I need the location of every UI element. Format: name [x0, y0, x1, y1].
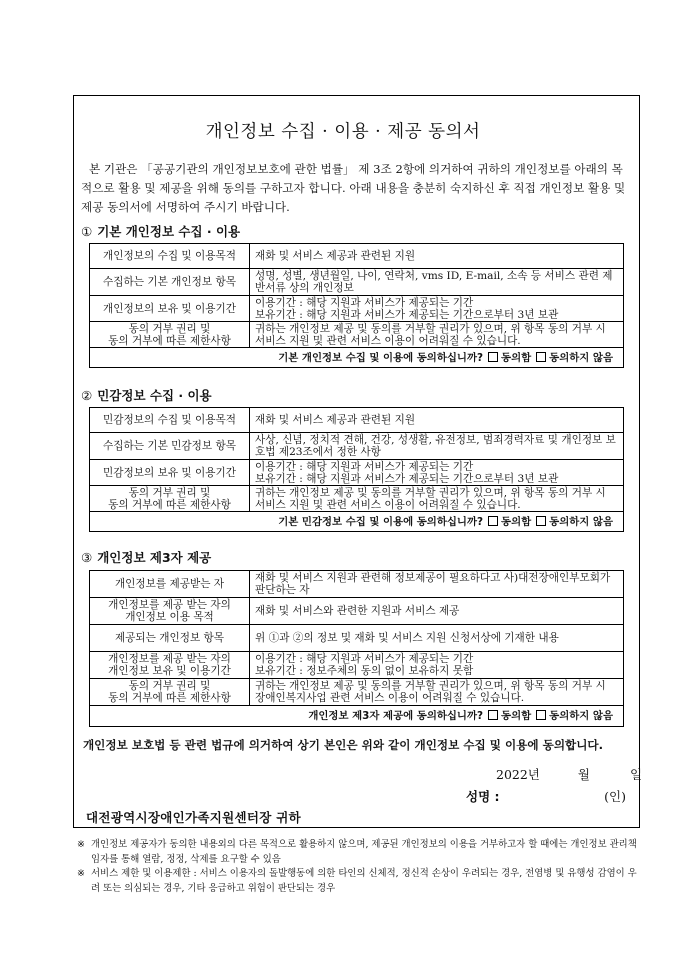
table-row [90, 433, 624, 460]
disagree-label: 동의하지 않음 [549, 710, 613, 722]
section3-number: ③ [81, 550, 93, 565]
table-row [90, 296, 624, 322]
table-row [90, 598, 624, 625]
row-value: 재화 및 서비스 지원과 관련해 정보제공이 필요하다고 사)대전장애인부모회가 판단하는 자 [250, 571, 624, 598]
intro-paragraph: 본 기관은 「공공기관의 개인정보보호에 관한 법률」 제 3조 2항에 의거하여 귀하의 개인정보를 아래의 목적으로 활용 및 제공을 위해 동의를 구하고자 합니다. 아래 내용을 충분히 숙지하신 후 직접 개인정보 활용 및 제공 동의서에 서명하여 주시기 바랍니다. [81, 162, 626, 214]
row-value [250, 296, 624, 322]
row-key: 제공되는 개인정보 항목 [90, 625, 250, 652]
list-item [77, 867, 637, 896]
row-key-line: 개인정보 이용 목적 [125, 611, 214, 623]
section1-number: ① [81, 224, 93, 239]
retention-period: 보유기간 : 해당 지원과 서비스가 제공되는 기간으로부터 3년 보관 [255, 308, 559, 321]
row-value: 사상, 신념, 정치적 견해, 건강, 성생활, 유전정보, 범죄경력자료 및 개인정보 보호법 제23조에서 정한 사항 [250, 433, 624, 460]
row-key-line: 개인정보를 제공 받는 자의 [108, 599, 231, 611]
row-value: 위 ①과 ②의 정보 및 재화 및 서비스 지원 신청서상에 기재한 내용 [250, 625, 624, 652]
row-key: 개인정보를 제공받는 자 [90, 571, 250, 598]
row-key-line: 동의 거부에 따른 제한사항 [108, 334, 231, 347]
seal-mark: (인) [604, 789, 626, 804]
row-value: 재화 및 서비스 제공과 관련된 지원 [250, 244, 624, 269]
usage-period: 이용기간 : 해당 지원과 서비스가 제공되는 기간 [255, 653, 474, 665]
agreement-statement: 개인정보 보호법 등 관련 법규에 의거하여 상기 본인은 위와 같이 개인정보 수집 및 이용에 동의합니다. [82, 738, 604, 752]
row-key [90, 652, 250, 679]
reference-mark-icon: ※ [77, 839, 85, 850]
section2-table [89, 407, 624, 532]
signature-label: 성명 : [466, 789, 500, 804]
row-value: 성명, 성별, 생년월일, 나이, 연락처, vms ID, E-mail, 소속 등 서비스 관련 제반서류 상의 개인정보 [250, 269, 624, 296]
retention-period: 보유기간 : 정보주체의 동의 없이 보유하지 못함 [255, 665, 474, 677]
row-key-line: 개인정보를 제공 받는 자의 [108, 653, 231, 665]
row-value [250, 652, 624, 679]
date-month: 월 [577, 767, 590, 782]
row-key: 수집하는 기본 민감정보 항목 [90, 433, 250, 460]
section2-heading [81, 386, 212, 404]
reference-mark-icon: ※ [77, 868, 85, 879]
signature-line [466, 787, 626, 805]
consent-question: 기본 개인정보 수집 및 이용에 동의하십니까? [278, 351, 484, 364]
disagree-checkbox[interactable] [536, 352, 546, 362]
row-key-line: 개인정보 보유 및 이용기간 [108, 665, 231, 677]
table-row [90, 571, 624, 598]
agree-label: 동의함 [501, 710, 532, 722]
row-key-line: 동의 거부 권리 및 [128, 486, 211, 499]
consent-row [90, 706, 624, 727]
date-day: 일 [629, 767, 643, 782]
consent-question: 기본 민감정보 수집 및 이용에 동의하십니까? [278, 515, 484, 528]
row-key [90, 598, 250, 625]
row-key-line: 동의 거부 권리 및 [128, 680, 211, 692]
row-key: 민감정보의 수집 및 이용목적 [90, 408, 250, 433]
row-key: 개인정보의 보유 및 이용기간 [90, 296, 250, 322]
date-line [496, 765, 642, 783]
usage-period: 이용기간 : 해당 지원과 서비스가 제공되는 기간 [255, 296, 474, 309]
section2-title: 민감정보 수집 · 이용 [97, 388, 212, 403]
note-text: 개인정보 제공자가 동의한 내용외의 다른 목적으로 활용하지 않으며, 제공된 개인정보의 이용을 거부하고자 할 때에는 개인정보 관리책임자를 통해 열람, 정정, 삭제를 요구할 수 있음 [91, 839, 637, 865]
table-row [90, 652, 624, 679]
list-item [77, 838, 637, 867]
usage-period: 이용기간 : 해당 지원과 서비스가 제공되는 기간 [255, 460, 474, 473]
row-value: 재화 및 서비스 제공과 관련된 지원 [250, 408, 624, 433]
agree-label: 동의함 [501, 515, 532, 528]
table-row [90, 679, 624, 706]
row-key-line: 동의 거부 권리 및 [128, 322, 211, 335]
table-row [90, 269, 624, 296]
agree-checkbox[interactable] [488, 516, 498, 526]
row-value: 재화 및 서비스와 관련한 지원과 서비스 제공 [250, 598, 624, 625]
table-row [90, 460, 624, 486]
recipient: 대전광역시장애인가족지원센터장 귀하 [86, 810, 302, 825]
row-key: 개인정보의 수집 및 이용목적 [90, 244, 250, 269]
section1-title: 기본 개인정보 수집 · 이용 [97, 224, 241, 239]
row-key-line: 동의 거부에 따른 제한사항 [108, 498, 231, 511]
row-key-line: 동의 거부에 따른 제한사항 [108, 692, 231, 704]
consent-question: 개인정보 제3자 제공에 동의하십니까? [308, 710, 484, 722]
row-value: 귀하는 개인정보 제공 및 동의를 거부할 권리가 있으며, 위 항목 동의 거부 시 서비스 지원 및 관련 서비스 이용이 어려워질 수 있습니다. [250, 486, 624, 512]
section3-table [89, 570, 624, 727]
row-value: 귀하는 개인정보 제공 및 동의를 거부할 권리가 있으며, 위 항목 동의 거부 시 서비스 지원 및 관련 서비스 이용이 어려워질 수 있습니다. [250, 322, 624, 348]
agree-checkbox[interactable] [488, 710, 498, 720]
consent-cell [90, 512, 624, 532]
retention-period: 보유기간 : 해당 지원과 서비스가 제공되는 기간으로부터 3년 보관 [255, 472, 559, 485]
row-key [90, 679, 250, 706]
section1-heading [81, 222, 240, 240]
row-key: 수집하는 기본 개인정보 항목 [90, 269, 250, 296]
section1-table [89, 243, 624, 368]
section3-heading [81, 548, 211, 566]
row-value: 귀하는 개인정보 제공 및 동의를 거부할 권리가 있으며, 위 항목 동의 거부 시 장애인복지사업 관련 서비스 이용이 어려워질 수 있습니다. [250, 679, 624, 706]
footnotes [77, 838, 637, 896]
agree-label: 동의함 [501, 351, 532, 364]
table-row [90, 322, 624, 348]
date-year: 2022년 [496, 767, 540, 782]
consent-row [90, 512, 624, 532]
disagree-checkbox[interactable] [536, 710, 546, 720]
row-key [90, 322, 250, 348]
consent-cell [90, 348, 624, 368]
consent-cell [90, 706, 624, 727]
consent-row [90, 348, 624, 368]
table-row [90, 244, 624, 269]
table-row [90, 625, 624, 652]
table-row [90, 486, 624, 512]
table-row [90, 408, 624, 433]
disagree-checkbox[interactable] [536, 516, 546, 526]
section3-title: 개인정보 제3자 제공 [97, 550, 212, 565]
row-key [90, 486, 250, 512]
row-key: 민감정보의 보유 및 이용기간 [90, 460, 250, 486]
disagree-label: 동의하지 않음 [549, 515, 613, 528]
page-title: 개인정보 수집 · 이용 · 제공 동의서 [205, 122, 481, 142]
section2-number: ② [81, 388, 93, 403]
disagree-label: 동의하지 않음 [549, 351, 613, 364]
agree-checkbox[interactable] [488, 352, 498, 362]
note-text: 서비스 제한 및 이용제한 : 서비스 이용자의 돌발행동에 의한 타인의 신체적, 정신적 손상이 우려되는 경우, 전염병 및 유행성 감염이 우려 또는 의심되는 경우, 기타 응급하고 위험이 판단되는 경우 [91, 868, 637, 894]
row-value [250, 460, 624, 486]
